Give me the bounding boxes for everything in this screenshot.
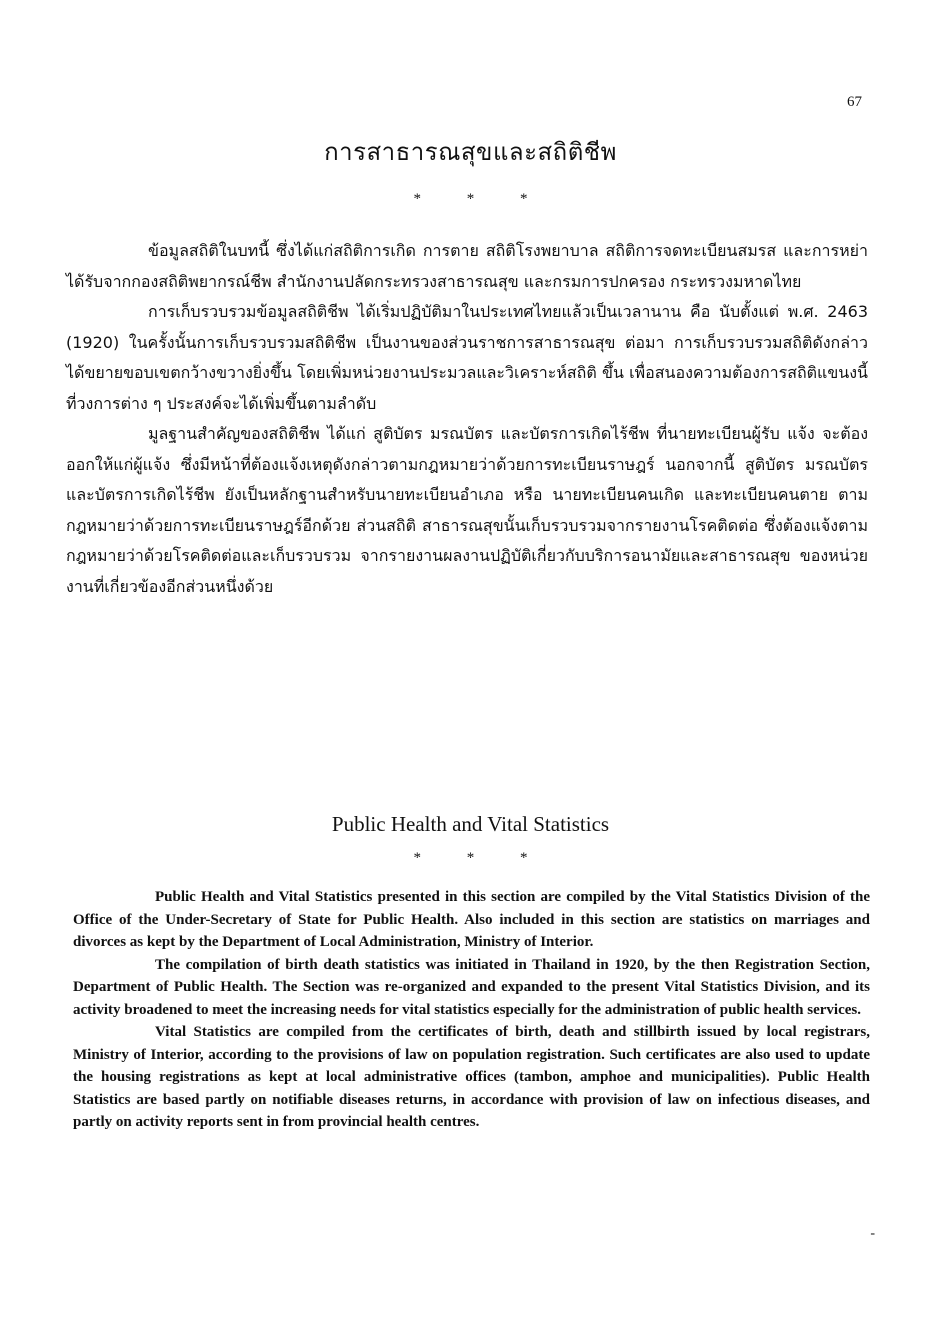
thai-paragraph: ข้อมูลสถิติในบทนี้ ซึ่งได้แก่สถิติการเกิด การตาย สถิติโรงพยาบาล สถิติการจดทะเบียนสมรส และการหย่า ได้รับจากกองสถิติพยากรณ์ชีพ สำนักงานปลัดกระทรวงสาธารณสุข และกรมการปกครอง กระทรวงมหาดไทย <box>66 241 868 291</box>
thai-body <box>66 236 868 602</box>
english-paragraph: The compilation of birth death statistics was initiated in Thailand in 1920, by the then Registration Section, Department of Public Health. The Section was re-organized and expanded to the present Vital Statistics Division, and its activity broadened to meet the increasing needs for vital statistics especially for the administration of public health services. <box>73 956 870 1018</box>
english-paragraph: Public Health and Vital Statistics presented in this section are compiled by the Vital Statistics Division of the Office of the Under-Secretary of State for Public Health. Also included in this section are statistics on marriages and divorces as kept by the Department of Local Administration, Ministry of Interior. <box>73 889 870 950</box>
thai-section-title: การสาธารณสุขและสถิติชีพ <box>324 138 617 166</box>
thai-separator: * * * <box>413 191 528 207</box>
english-body <box>73 886 870 1134</box>
corner-mark: - <box>870 1226 875 1241</box>
page-number: 67 <box>847 94 862 110</box>
english-section-title: Public Health and Vital Statistics <box>331 812 610 836</box>
thai-paragraph: มูลฐานสำคัญของสถิติชีพ ได้แก่ สูติบัตร มรณบัตร และบัตรการเกิดไร้ชีพ ที่นายทะเบียนผู้รับ แจ้ง จะต้องออกให้แก่ผู้แจ้ง ซึ่งมีหน้าที่ต้องแจ้งเหตุดังกล่าวตามกฎหมายว่าด้วยการทะเบียนราษฎร์ นอกจากนี้ สูติบัตร มรณบัตร และบัตรการเกิดไร้ชีพ ยังเป็นหลักฐานสำหรับนายทะเบียนอำเภอ หรือ นายทะเบียนคนเกิด และทะเบียนคนตาย ตามกฎหมายว่าด้วยการทะเบียนราษฎร์อีกด้วย ส่วนสถิติ สาธารณสุขนั้นเก็บรวบรวมจากรายงานโรคติดต่อ ซึ่งต้องแจ้งตามกฎหมายว่าด้วยโรคติดต่อและเก็บรวบรวม จากรายงานผลงานปฏิบัติเกี่ยวกับบริการอนามัยและสาธารณสุข ของหน่วยงานที่เกี่ยวข้องอีกส่วนหนึ่งด้วย <box>66 424 868 596</box>
english-separator: * * * <box>413 850 528 866</box>
english-paragraph: Vital Statistics are compiled from the certificates of birth, death and stillbirth issued by local registrars, Ministry of Interior, according to the provisions of law on population registration. Such certificates are also used to update the housing registrations as kept at local administrative offices (tambon, amphoe and municipalities). Public Health Statistics are based partly on notifiable diseases returns, in accordance with provision of law on infectious diseases, and partly on activity reports sent in from provincial health centres. <box>73 1024 870 1130</box>
thai-paragraph: การเก็บรวบรวมข้อมูลสถิติชีพ ได้เริ่มปฏิบัติมาในประเทศไทยแล้วเป็นเวลานาน คือ นับตั้งแต่ พ.ศ. 2463 (1920) ในครั้งนั้นการเก็บรวบรวมสถิติชีพ เป็นงานของส่วนราชการสาธารณสุข ต่อมา การเก็บรวบรวมสถิติดังกล่าวได้ขยายขอบเขตกว้างขวางยิ่งขึ้น โดยเพิ่มหน่วยงานประมวลและวิเคราะห์สถิติ ขึ้น เพื่อสนองความต้องการสถิติแขนงนี้ที่วงการต่าง ๆ ประสงค์จะได้เพิ่มขึ้นตามลำดับ <box>66 302 868 413</box>
